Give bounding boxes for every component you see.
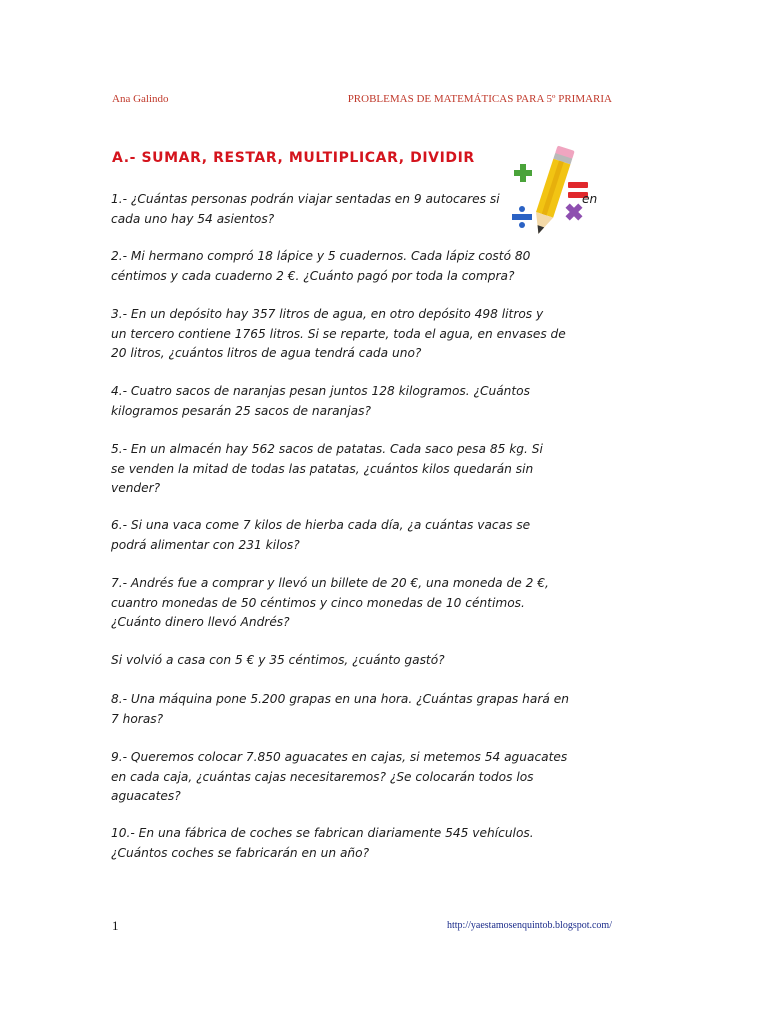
problem-line: 4.- Cuatro sacos de naranjas pesan juntos 128 kilogramos. ¿Cuántos <box>111 384 530 398</box>
problem-line: 2.- Mi hermano compró 18 lápice y 5 cuadernos. Cada lápiz costó 80 <box>111 249 531 263</box>
page-number: 1 <box>112 918 119 933</box>
problem-1 <box>111 190 607 229</box>
problem-line: 8.- Una máquina pone 5.200 grapas en una hora. ¿Cuántas grapas hará en <box>111 692 569 706</box>
problem-line: 20 litros, ¿cuántos litros de agua tendrá cada uno? <box>111 346 422 360</box>
problem-9 <box>111 748 607 807</box>
problem-line: Si volvió a casa con 5 € y 35 céntimos, ¿cuánto gastó? <box>111 653 445 667</box>
problem-line: vender? <box>111 481 161 495</box>
document-title: PROBLEMAS DE MATEMÁTICAS PARA 5º PRIMARIA <box>347 93 612 105</box>
problem-5 <box>111 440 607 499</box>
problem-7-followup <box>111 651 607 671</box>
problem-line: 7.- Andrés fue a comprar y llevó un billete de 20 €, una moneda de 2 €, <box>111 576 549 590</box>
minus-icon <box>568 182 588 188</box>
problem-line: aguacates? <box>111 789 181 803</box>
problem-text: 1.- ¿Cuántas personas podrán viajar sentadas en 9 autocares si <box>111 192 500 206</box>
problem-line: ¿Cuánto dinero llevó Andrés? <box>111 615 290 629</box>
author-name: Ana Galindo <box>112 93 169 105</box>
problem-8 <box>111 690 607 729</box>
problem-2 <box>111 247 607 286</box>
problem-line: cuantro monedas de 50 céntimos y cinco monedas de 10 céntimos. <box>111 595 525 610</box>
problem-text: en <box>582 192 598 206</box>
problem-line: un tercero contiene 1765 litros. Si se reparte, toda el agua, en envases de <box>111 326 566 341</box>
problem-line: 6.- Si una vaca come 7 kilos de hierba cada día, ¿a cuántas vacas se <box>111 518 531 532</box>
problem-line: céntimos y cada cuaderno 2 €. ¿Cuánto pagó por toda la compra? <box>111 268 515 283</box>
problem-line <box>111 190 607 210</box>
problem-line: se venden la mitad de todas las patatas, ¿cuántos kilos quedarán sin <box>111 461 534 476</box>
problem-7 <box>111 574 607 633</box>
problem-line: 9.- Queremos colocar 7.850 aguacates en cajas, si metemos 54 aguacates <box>111 750 568 764</box>
footer-url[interactable]: http://yaestamosenquintob.blogspot.com/ <box>447 920 612 931</box>
problem-line: 10.- En una fábrica de coches se fabrican diariamente 545 vehículos. <box>111 826 534 840</box>
problem-line: 7 horas? <box>111 711 164 726</box>
problem-line: ¿Cuántos coches se fabricarán en un año? <box>111 845 370 860</box>
problem-line: 5.- En un almacén hay 562 sacos de patatas. Cada saco pesa 85 kg. Si <box>111 442 543 456</box>
section-title: A.- SUMAR, RESTAR, MULTIPLICAR, DIVIDIR <box>112 150 475 166</box>
problem-line: kilogramos pesarán 25 sacos de naranjas? <box>111 403 371 418</box>
problem-line: en cada caja, ¿cuántas cajas necesitaremos? ¿Se colocarán todos los <box>111 769 534 784</box>
problem-line: 3.- En un depósito hay 357 litros de agua, en otro depósito 498 litros y <box>111 307 544 321</box>
page-header <box>112 93 612 109</box>
problem-6 <box>111 516 607 555</box>
problem-line: podrá alimentar con 231 kilos? <box>111 537 300 552</box>
problem-10 <box>111 824 607 863</box>
problem-3 <box>111 305 607 364</box>
problem-4 <box>111 382 607 421</box>
page-footer <box>112 918 612 934</box>
problem-line: cada uno hay 54 asientos? <box>111 211 275 226</box>
